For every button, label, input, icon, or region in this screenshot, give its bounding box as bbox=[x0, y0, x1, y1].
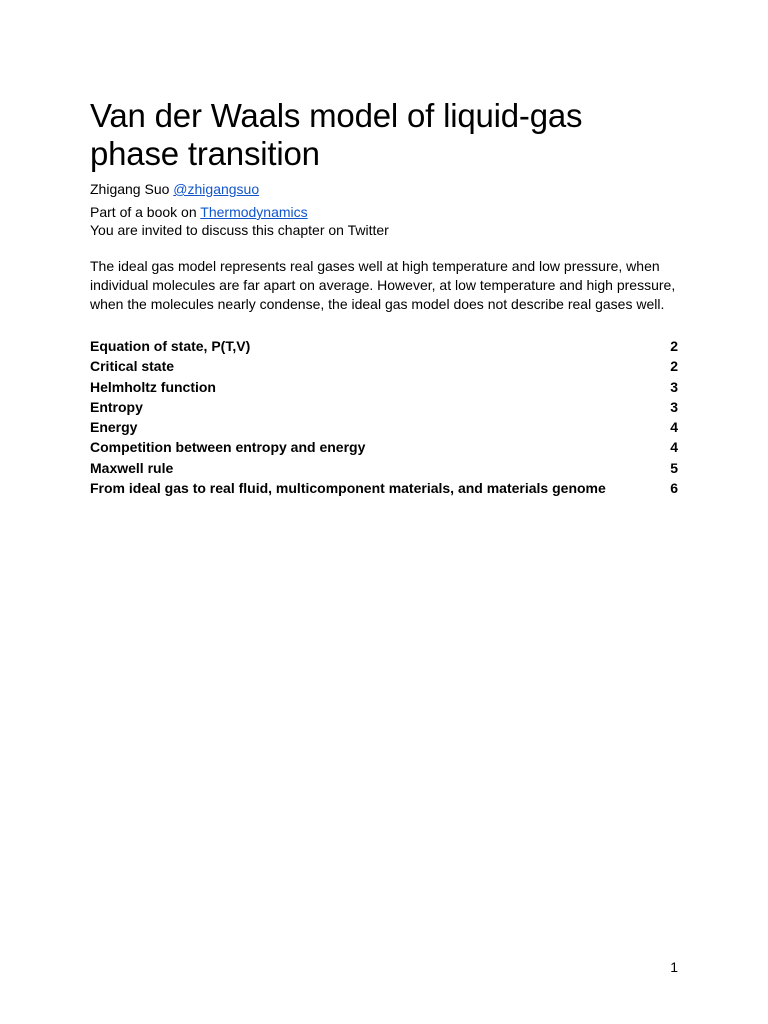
toc-item-label: Helmholtz function bbox=[90, 378, 216, 395]
toc-item[interactable] bbox=[90, 356, 678, 376]
page-number: 1 bbox=[670, 959, 678, 975]
author-line bbox=[90, 180, 678, 198]
toc-item-page: 6 bbox=[670, 480, 678, 497]
toc-item-label: From ideal gas to real fluid, multicomponent materials, and materials genome bbox=[90, 480, 606, 497]
author-handle-link[interactable]: @zhigangsuo bbox=[173, 181, 260, 197]
toc-item-label: Competition between entropy and energy bbox=[90, 439, 366, 456]
discuss-line: You are invited to discuss this chapter on Twitter bbox=[90, 222, 389, 238]
document-title: Van der Waals model of liquid-gas phase transition bbox=[90, 97, 583, 172]
toc-item[interactable] bbox=[90, 458, 678, 478]
toc-item[interactable] bbox=[90, 417, 678, 437]
book-link[interactable]: Thermodynamics bbox=[200, 204, 308, 220]
toc-item-page: 2 bbox=[670, 338, 678, 354]
toc-item-page: 4 bbox=[670, 439, 678, 456]
document-page bbox=[90, 97, 678, 498]
toc-item-label: Energy bbox=[90, 419, 138, 436]
table-of-contents bbox=[90, 336, 678, 498]
toc-item-label: Maxwell rule bbox=[90, 459, 174, 476]
toc-item[interactable] bbox=[90, 437, 678, 457]
intro-paragraph: The ideal gas model represents real gases well at high temperature and low pressure, when individual molecules are far apart on average. However, at low temperature and high pressure, when the molecules nearly condense, the ideal gas model does not describe real gases well. bbox=[90, 258, 676, 312]
toc-item-page: 5 bbox=[670, 459, 678, 476]
book-prefix: Part of a book on bbox=[90, 204, 197, 220]
toc-item-page: 4 bbox=[670, 419, 678, 436]
toc-item-label: Entropy bbox=[90, 398, 143, 415]
toc-item[interactable] bbox=[90, 377, 678, 397]
toc-item[interactable] bbox=[90, 478, 678, 498]
toc-item-label: Critical state bbox=[90, 358, 175, 375]
toc-item-page: 2 bbox=[670, 358, 678, 375]
toc-item-page: 3 bbox=[670, 398, 678, 415]
toc-item[interactable] bbox=[90, 397, 678, 417]
toc-item[interactable] bbox=[90, 336, 678, 356]
author-name: Zhigang Suo bbox=[90, 181, 170, 197]
book-line bbox=[90, 203, 678, 221]
toc-item-page: 3 bbox=[670, 378, 678, 395]
toc-item-label: Equation of state, P(T,V) bbox=[90, 338, 251, 354]
